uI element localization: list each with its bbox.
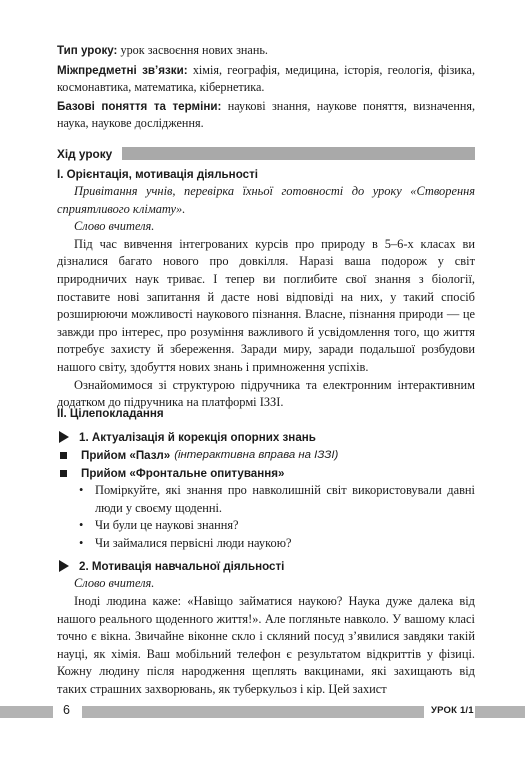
lesson-type [57,42,475,59]
subsection2-title: 2. Мотивація навчальної діяльності [79,559,285,573]
lesson-flow-heading [57,146,475,161]
subsection-actualization [57,428,475,446]
lesson-type-label: Тип уроку: [57,44,118,57]
heading-bar [122,147,475,160]
subsection1-title: 1. Актуалізація й корекція опорних знань [79,430,316,444]
frontal-technique [57,464,475,482]
bullet-dot-icon: • [79,483,84,497]
section1-greeting: Привітання учнів, перевірка їхньої готовності до уроку «Створення сприятливого клімату». [57,184,475,216]
interdisciplinary-links-value: хімія, географія, медицина, історія, геологія, фізика, космонавтика, математика, кібернетика. [57,63,476,94]
bullet-dot-icon: • [79,518,84,533]
square-bullet-icon [60,470,67,477]
section-goal-setting [57,406,475,699]
bullet-dot-icon: • [79,535,84,550]
section2-paragraph: Іноді людина каже: «Навіщо займатися наукою? Наука дуже далека від нашого реального щоденного життя!». Але погляньте навколо. У вашому класі точно є вікна. Звичайне віконне скло і скляний посуд з’явилися завдяки такій науці, як хімія. Ваш мобільний телефон є результатом відкриттів у фізиці. Кожну людину після народження щеплять вакцинами, які захищають від таких страшних захворювань, як туберкульоз і кір. Цей захист [57,593,475,696]
list-item: • Чи займалися первісні люди наукою? [57,535,475,553]
lesson-type-value: урок засвоєння нових знань. [120,43,268,57]
footer-bar-middle [82,706,424,718]
lesson-number: УРОК 1/1 [431,705,474,716]
subsection-motivation [57,557,475,575]
section1-paragraph2: Ознайомимося зі структурою підручника та електронним інтерактивним додатком до підручника на платформі ІЗЗІ. [57,377,475,410]
basic-terms [57,98,475,132]
puzzle-technique [57,446,475,464]
puzzle-note: (інтерактивна вправа на ІЗЗІ) [174,449,339,461]
section2-teacher-word: Слово вчителя. [74,576,155,591]
footer-bar-left [0,706,53,718]
section-orientation [57,167,475,412]
section1-title: I. Орієнтація, мотивація діяльності [57,168,258,181]
list-item: • Поміркуйте, які знання про навколишній світ використовували давні люди у своєму щоденні. [57,482,475,517]
puzzle-label: Прийом «Пазл» [81,448,171,462]
footer-bar-right [475,706,525,718]
section1-paragraph1: Під час вивчення інтегрованих курсів про природу в 5–6-х класах ви дізналися багато нового про довкілля. Наразі ваша подорож у світ природничих наук триває. І тепер ви поглибите свої знання з біології, поставите нові запитання й дасте нові відповіді на них, у такий спосіб розширюючи можливості наукового пізнання. Власне, пізнання природи — це завжди про інтерес, про розуміння важливого й усвідомлення того, що життя потребує захисту й збереження. Заради миру, заради подальшої розбудови нашого світу, здобуття нових знань і примноження успіхів. [57,236,475,374]
list-item: • Чи були це наукові знання? [57,517,475,535]
basic-terms-label: Базові поняття та терміни: [57,100,222,113]
frontal-label: Прийом «Фронтальне опитування» [81,466,285,480]
section1-teacher-word: Слово вчителя. [74,219,155,234]
interdisciplinary-links [57,62,475,96]
section2-title: II. Цілепокладання [57,407,164,420]
triangle-marker-icon [59,431,69,443]
square-bullet-icon [60,452,67,459]
lesson-flow-title: Хід уроку [57,146,113,161]
page-number: 6 [63,703,70,717]
interdisciplinary-links-label: Міжпредметні зв’язки: [57,64,188,77]
triangle-marker-icon [59,560,69,572]
basic-terms-value: наукові знання, наукове поняття, визначення, наука, наукове дослідження. [57,99,476,130]
